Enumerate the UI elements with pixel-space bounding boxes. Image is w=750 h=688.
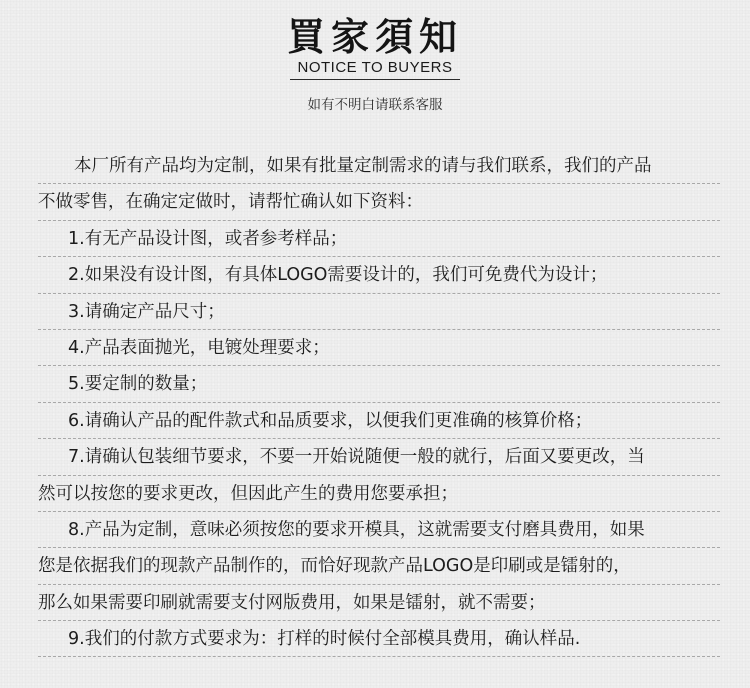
- notice-item-7-continued: [38, 476, 720, 512]
- notice-line-text: 然可以按您的要求更改，但因此产生的费用您要承担；: [38, 483, 458, 504]
- notice-line-text: 4.产品表面抛光，电镀处理要求；: [68, 337, 330, 358]
- notice-line-text: 8.产品为定制，意味必须按您的要求开模具，这就需要支付磨具费用，如果: [68, 519, 645, 540]
- notice-item-2: [38, 257, 720, 293]
- notice-item-8-continued: [38, 585, 720, 621]
- notice-line-text: 不做零售，在确定定做时，请帮忙确认如下资料：: [38, 192, 423, 213]
- notice-line: [38, 184, 720, 220]
- notice-line-text: 3.请确定产品尺寸；: [68, 301, 225, 322]
- notice-item-8: [38, 512, 720, 548]
- title-divider: [290, 79, 460, 80]
- page-title-chinese: 買家須知: [286, 14, 463, 59]
- notice-line-text: 本厂所有产品均为定制，如果有批量定制需求的请与我们联系，我们的产品: [74, 156, 652, 176]
- notice-item-7: [38, 439, 720, 475]
- notice-item-1: [38, 221, 720, 257]
- notice-item-3: [38, 294, 720, 330]
- notice-line-text: 那么如果需要印刷就需要支付网版费用，如果是镭射，就不需要；: [38, 592, 546, 613]
- notice-line-text: 6.请确认产品的配件款式和品质要求，以便我们更准确的核算价格；: [68, 410, 593, 431]
- notice-body: [38, 148, 720, 657]
- notice-line-text: 9.我们的付款方式要求为：打样的时候付全部模具费用，确认样品.: [68, 629, 581, 650]
- notice-item-8-continued: [38, 548, 720, 584]
- notice-item-6: [38, 403, 720, 439]
- notice-line: [38, 148, 720, 184]
- page-title-english: NOTICE TO BUYERS: [297, 59, 453, 76]
- notice-item-4: [38, 330, 720, 366]
- notice-item-5: [38, 366, 720, 402]
- notice-line-text: 5.要定制的数量；: [68, 374, 208, 395]
- notice-line-text: 7.请确认包装细节要求，不要一开始说随便一般的就行，后面又要更改，当: [68, 447, 645, 468]
- notice-item-9: [38, 621, 720, 657]
- notice-line-text: 2.如果没有设计图，有具体LOGO需要设计的，我们可免费代为设计；: [68, 265, 608, 286]
- notice-line-text: 1.有无产品设计图，或者参考样品；: [68, 228, 348, 249]
- notice-header: [0, 0, 750, 140]
- notice-line-text: 您是依据我们的现款产品制作的，而恰好现款产品LOGO是印刷或是镭射的，: [38, 556, 631, 577]
- contact-service-note: 如有不明白请联系客服: [307, 97, 443, 113]
